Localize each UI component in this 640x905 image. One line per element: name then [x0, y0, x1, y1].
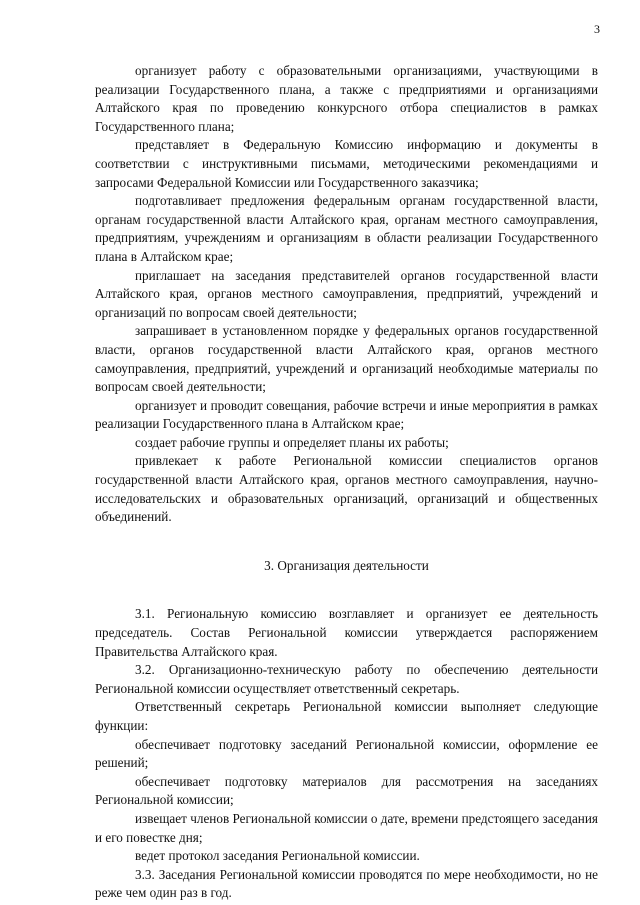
document-body [95, 62, 598, 903]
paragraph: организует работу с образовательными организациями, участвующими в реализации Государственного плана, а также с предприятиями и организациями Алтайского края по проведению конкурсного отбора специалистов в рамках Государственного плана; [95, 63, 598, 134]
paragraph: ведет протокол заседания Региональной комиссии. [135, 848, 420, 864]
paragraph: привлекает к работе Региональной комиссии специалистов органов государственной власти Алтайского края, органов местного самоуправления, научно-исследовательских и образовательных организаций, организаций и общественных объединений. [95, 453, 598, 525]
paragraph: приглашает на заседания представителей органов государственной власти Алтайского края, органов местного самоуправления, предприятий, учреждений и организаций по вопросам своей деятельности; [95, 267, 598, 320]
paragraph: обеспечивает подготовку заседаний Региональной комиссии, оформление ее решений; [95, 736, 598, 771]
paragraph: запрашивает в установленном порядке у федеральных органов государственной власти, органов государственной власти Алтайского края, органов местного самоуправления, предприятий, учреждений и организаций необходимые материалы по вопросам своей деятельности; [95, 323, 598, 395]
paragraph: организует и проводит совещания, рабочие встречи и иные мероприятия в рамках реализации Государственного плана в Алтайском крае; [95, 397, 598, 432]
paragraph: Ответственный секретарь Региональной комиссии выполняет следующие функции: [95, 699, 598, 733]
paragraph: 3.3. Заседания Региональной комиссии проводятся по мере необходимости, но не реже чем один раз в год. [95, 866, 598, 901]
paragraph: представляет в Федеральную Комиссию информацию и документы в соответствии с инструктивными письмами, методическими рекомендациями и запросами Федеральной Комиссии или Государственного заказчика; [95, 137, 598, 190]
paragraph: создает рабочие группы и определяет планы их работы; [135, 434, 449, 450]
paragraph: подготавливает предложения федеральным органам государственной власти, органам государственной власти Алтайского края, органам местного самоуправления, предприятиям, учреждениям и организациям в области реализации Государственного плана в Алтайском крае; [95, 193, 598, 264]
paragraph: обеспечивает подготовку материалов для рассмотрения на заседаниях Региональной комиссии; [95, 773, 598, 808]
paragraph: 3.2. Организационно-техническую работу по обеспечению деятельности Региональной комиссии осуществляет ответственный секретарь. [95, 662, 598, 696]
paragraph: извещает членов Региональной комиссии о дате, времени предстоящего заседания и его повестке дня; [95, 810, 598, 845]
page-number: 3 [594, 22, 600, 36]
section-heading: 3. Организация деятельности [264, 557, 429, 573]
paragraph: 3.1. Региональную комиссию возглавляет и организует ее деятельность председатель. Состав Региональной комиссии утверждается распоряжением Правительства Алтайского края. [95, 606, 598, 659]
